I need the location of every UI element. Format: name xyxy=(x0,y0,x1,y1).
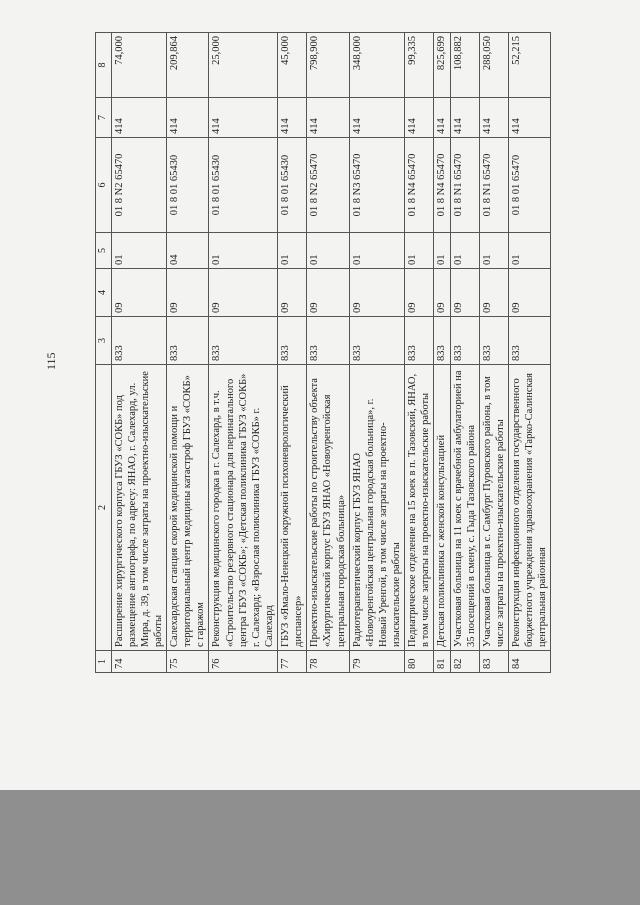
code-col6: 01 8 01 65430 xyxy=(167,138,209,233)
header-cell: 1 xyxy=(96,651,112,673)
header-cell: 4 xyxy=(96,269,112,317)
row-number: 84 xyxy=(509,651,551,673)
code-col5: 01 xyxy=(450,233,479,269)
code-col3: 833 xyxy=(434,317,450,365)
code-col4: 09 xyxy=(209,269,278,317)
code-col4: 09 xyxy=(307,269,349,317)
code-col3: 833 xyxy=(479,317,508,365)
code-col3: 833 xyxy=(307,317,349,365)
table-row xyxy=(450,33,479,673)
code-col5: 01 xyxy=(405,233,434,269)
code-col4: 09 xyxy=(434,269,450,317)
amount: 108,882 xyxy=(450,33,479,98)
object-name: Расширение хирургического корпуса ГБУЗ «СОКБ» под размещение ангиографа, по адресу: ЯНАО, г. Салехард, ул. Мира, д. 39, в том числе затраты на проектно-изыскательские работы xyxy=(111,365,167,651)
object-name: Участковая больница в с. Самбург Пуровского района, в том числе затраты на проектно-изыскательские работы xyxy=(479,365,508,651)
table-row xyxy=(167,33,209,673)
header-cell: 5 xyxy=(96,233,112,269)
amount: 99,335 xyxy=(405,33,434,98)
code-col5: 01 xyxy=(307,233,349,269)
code-col3: 833 xyxy=(167,317,209,365)
code-col3: 833 xyxy=(450,317,479,365)
row-number: 82 xyxy=(450,651,479,673)
code-col6: 01 8 N1 65470 xyxy=(450,138,479,233)
code-col7: 414 xyxy=(349,98,405,138)
code-col4: 09 xyxy=(509,269,551,317)
row-number: 77 xyxy=(278,651,307,673)
code-col6: 01 8 N3 65470 xyxy=(349,138,405,233)
amount: 798,900 xyxy=(307,33,349,98)
rotated-table-container xyxy=(95,33,615,673)
header-cell: 7 xyxy=(96,98,112,138)
code-col6: 01 8 01 65430 xyxy=(278,138,307,233)
code-col6: 01 8 N4 65470 xyxy=(434,138,450,233)
page-number: 115 xyxy=(44,352,58,370)
budget-table xyxy=(95,32,551,673)
table-row xyxy=(405,33,434,673)
table-row xyxy=(278,33,307,673)
amount: 52,215 xyxy=(509,33,551,98)
code-col3: 833 xyxy=(405,317,434,365)
row-number: 80 xyxy=(405,651,434,673)
object-name: Салехардская станция скорой медицинской помощи и территориальный центр медицины катастроф ГБУЗ «СОКБ» с гаражом xyxy=(167,365,209,651)
code-col6: 01 8 01 65430 xyxy=(209,138,278,233)
object-name: ГБУЗ «Ямало-Ненецкий окружной психоневрологический диспансер» xyxy=(278,365,307,651)
code-col7: 414 xyxy=(434,98,450,138)
code-col3: 833 xyxy=(111,317,167,365)
object-name: Радиотерапевтический корпус ГБУЗ ЯНАО «Новоуренгойская центральная городская больница», г. Новый Уренгой, в том числе затраты на проектно-изыскательские работы xyxy=(349,365,405,651)
row-number: 79 xyxy=(349,651,405,673)
header-cell: 8 xyxy=(96,33,112,98)
row-number: 75 xyxy=(167,651,209,673)
code-col5: 01 xyxy=(509,233,551,269)
code-col6: 01 8 01 65470 xyxy=(509,138,551,233)
code-col3: 833 xyxy=(509,317,551,365)
code-col7: 414 xyxy=(405,98,434,138)
code-col4: 09 xyxy=(278,269,307,317)
row-number: 74 xyxy=(111,651,167,673)
code-col3: 833 xyxy=(349,317,405,365)
code-col7: 414 xyxy=(167,98,209,138)
table-row xyxy=(349,33,405,673)
amount: 348,000 xyxy=(349,33,405,98)
amount: 209,864 xyxy=(167,33,209,98)
code-col7: 414 xyxy=(111,98,167,138)
object-name: Участковая больница на 11 коек с врачебной амбулаторией на 35 посещений в смену, с. Гыда Тазовского района xyxy=(450,365,479,651)
code-col6: 01 8 N4 65470 xyxy=(405,138,434,233)
object-name: Педиатрическое отделение на 15 коек в п. Тазовский, ЯНАО, в том числе затраты на проектно-изыскательские работы xyxy=(405,365,434,651)
object-name: Реконструкция инфекционного отделения государственного бюджетного учреждения здравоохранения «Тарко-Салинская центральная районная xyxy=(509,365,551,651)
code-col7: 414 xyxy=(479,98,508,138)
code-col6: 01 8 N2 65470 xyxy=(111,138,167,233)
amount: 825,699 xyxy=(434,33,450,98)
row-number: 76 xyxy=(209,651,278,673)
code-col7: 414 xyxy=(450,98,479,138)
code-col5: 01 xyxy=(209,233,278,269)
code-col5: 01 xyxy=(349,233,405,269)
table-row xyxy=(209,33,278,673)
table-row xyxy=(434,33,450,673)
code-col3: 833 xyxy=(278,317,307,365)
row-number: 83 xyxy=(479,651,508,673)
object-name: Проектно-изыскательские работы по строительству объекта «Хирургический корпус ГБУЗ ЯНАО «Новоуренгойская центральная городская больница» xyxy=(307,365,349,651)
code-col7: 414 xyxy=(509,98,551,138)
code-col7: 414 xyxy=(278,98,307,138)
header-row xyxy=(96,33,112,673)
amount: 45,000 xyxy=(278,33,307,98)
code-col4: 09 xyxy=(349,269,405,317)
table-row xyxy=(479,33,508,673)
amount: 25,000 xyxy=(209,33,278,98)
code-col5: 04 xyxy=(167,233,209,269)
table-row xyxy=(307,33,349,673)
code-col6: 01 8 N1 65470 xyxy=(479,138,508,233)
code-col7: 414 xyxy=(307,98,349,138)
code-col4: 09 xyxy=(450,269,479,317)
code-col6: 01 8 N2 65470 xyxy=(307,138,349,233)
object-name: Детская поликлиника с женской консультацией xyxy=(434,365,450,651)
header-cell: 3 xyxy=(96,317,112,365)
code-col4: 09 xyxy=(167,269,209,317)
row-number: 78 xyxy=(307,651,349,673)
code-col4: 09 xyxy=(479,269,508,317)
amount: 74,000 xyxy=(111,33,167,98)
code-col3: 833 xyxy=(209,317,278,365)
code-col5: 01 xyxy=(278,233,307,269)
table-row xyxy=(111,33,167,673)
table-row xyxy=(509,33,551,673)
code-col4: 09 xyxy=(111,269,167,317)
row-number: 81 xyxy=(434,651,450,673)
code-col7: 414 xyxy=(209,98,278,138)
code-col5: 01 xyxy=(434,233,450,269)
header-cell: 6 xyxy=(96,138,112,233)
header-cell: 2 xyxy=(96,365,112,651)
code-col4: 09 xyxy=(405,269,434,317)
code-col5: 01 xyxy=(479,233,508,269)
amount: 288,050 xyxy=(479,33,508,98)
object-name: Реконструкция медицинского городка в г. Салехард, в т.ч. «Строительство резервного стационара для перинатального центра ГБУЗ «СОКБ»; «Детская поликлиника ГБУЗ «СОКБ» г. Салехард; «Взрослая поликлиника ГБУЗ «СОКБ» г. Салехард xyxy=(209,365,278,651)
code-col5: 01 xyxy=(111,233,167,269)
